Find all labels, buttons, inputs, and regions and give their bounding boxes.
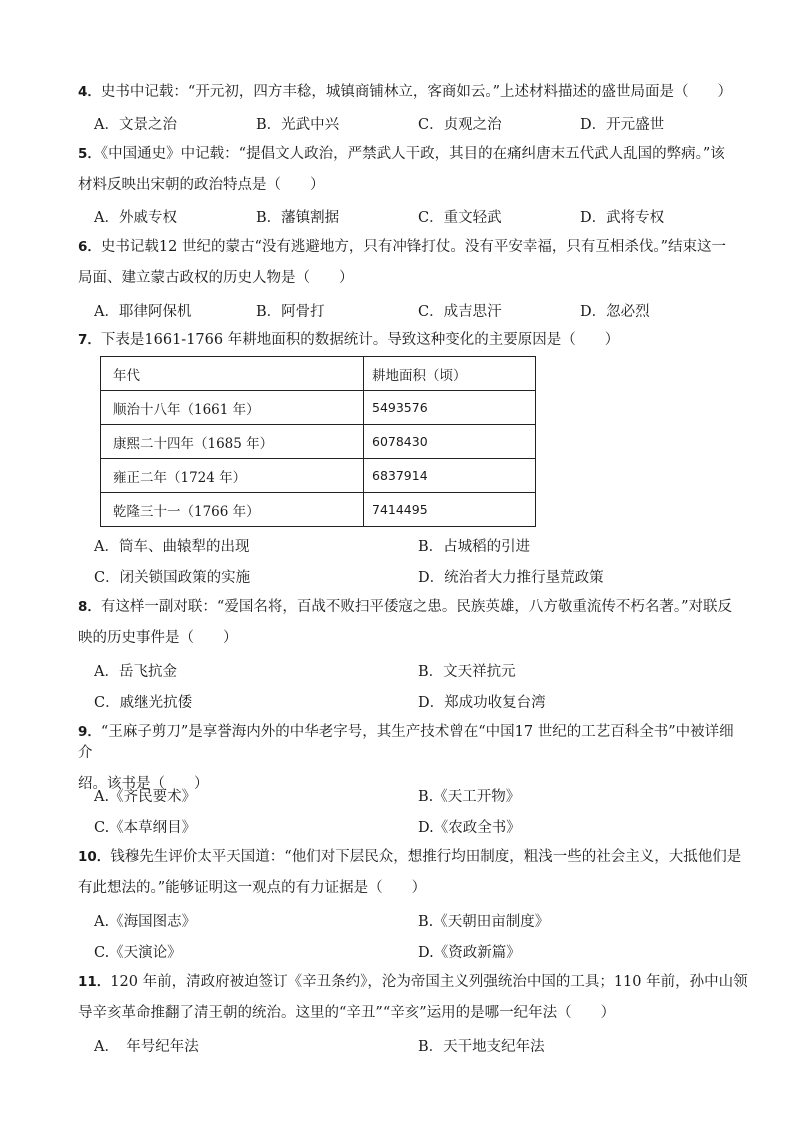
- option-a[interactable]: A． 年号纪年法: [94, 1039, 199, 1055]
- option-d[interactable]: D．开元盛世: [580, 117, 665, 133]
- question-8: [78, 597, 748, 649]
- question-8-options-row1: [94, 660, 754, 682]
- question-text-line2: 导辛亥革命推翻了清王朝的统治。这里的“辛丑”“辛亥”运用的是哪一纪年法（ ）: [78, 1005, 616, 1021]
- table-cell: 乾隆三十一（1766 年）: [101, 493, 364, 527]
- option-c[interactable]: C．成吉思汗: [418, 304, 502, 320]
- question-text-line2: 映的历史事件是（ ）: [78, 630, 238, 646]
- question-6-options: [94, 300, 754, 322]
- question-9-options-row1: [94, 785, 754, 807]
- table-cell: 雍正二年（1724 年）: [101, 459, 364, 493]
- question-7-options-row1: [94, 535, 754, 557]
- question-number: 8．: [78, 599, 101, 615]
- question-text-line2: 绍。该书是（ ）: [78, 776, 209, 792]
- question-7: [78, 330, 748, 351]
- question-number: 6．: [78, 239, 101, 255]
- option-d[interactable]: D．忽必烈: [580, 304, 650, 320]
- question-5: [78, 144, 748, 196]
- table-cell: 6837914: [364, 459, 536, 493]
- option-b[interactable]: B．藩镇割据: [256, 210, 340, 226]
- table-header-cell: 年代: [101, 357, 364, 391]
- option-b[interactable]: B.《天工开物》: [418, 789, 521, 805]
- question-8-options-row2: [94, 691, 754, 713]
- question-text-line1: “王麻子剪刀”是享誉海内外的中华老字号，其生产技术曾在“中国17 世纪的工艺百科全书”中被详细介: [78, 724, 734, 761]
- option-a[interactable]: A.《海国图志》: [94, 914, 197, 930]
- option-d[interactable]: D.《资政新篇》: [418, 945, 521, 961]
- option-a[interactable]: A．外戚专权: [94, 210, 177, 226]
- question-text-line1: 《中国通史》中记载：“提倡文人政治，严禁武人干政，其目的在痛纠唐末五代武人乱国的弊病。”该: [100, 146, 725, 162]
- question-text-line2: 材料反映出宋朝的政治特点是（ ）: [78, 177, 325, 193]
- farmland-table: [100, 356, 536, 527]
- option-d[interactable]: D．武将专权: [580, 210, 665, 226]
- question-4: [78, 82, 748, 103]
- question-6: [78, 237, 748, 289]
- question-number: 5．: [78, 146, 101, 162]
- option-c[interactable]: C.《天演论》: [94, 945, 182, 961]
- option-c[interactable]: C．戚继光抗倭: [94, 695, 193, 711]
- option-c[interactable]: C．闭关锁国政策的实施: [94, 570, 251, 586]
- option-a[interactable]: A．耶律阿保机: [94, 304, 192, 320]
- option-a[interactable]: A.《齐民要术》: [94, 789, 197, 805]
- question-7-options-row2: [94, 566, 754, 588]
- question-text-line2: 有此想法的。”能够证明这一观点的有力证据是（ ）: [78, 880, 427, 896]
- table-cell: 7414495: [364, 493, 536, 527]
- option-a[interactable]: A．文景之治: [94, 117, 177, 133]
- option-b[interactable]: B．占城稻的引进: [418, 539, 531, 555]
- table-row: [101, 459, 536, 493]
- option-a[interactable]: A．岳飞抗金: [94, 664, 177, 680]
- question-10-options-row2: [94, 941, 754, 963]
- option-c[interactable]: C．贞观之治: [418, 117, 502, 133]
- question-10-options-row1: [94, 910, 754, 932]
- question-text: 史书中记载：“开元初，四方丰稔，城镇商铺林立，客商如云。”上述材料描述的盛世局面是（ ）: [100, 84, 732, 100]
- question-11-options-row1: [94, 1035, 754, 1057]
- question-text-line1: 史书记载12 世纪的蒙古“没有逃避地方，只有冲锋打仗。没有平安幸福，只有互相杀伐。”结束这一: [100, 239, 727, 255]
- question-text-line1: 120 年前，清政府被迫签订《辛丑条约》，沦为帝国主义列强统治中国的工具；110 年前，孙中山领: [110, 974, 748, 990]
- question-11: [78, 972, 748, 1024]
- question-text-line1: 钱穆先生评价太平天国道：“他们对下层民众，想推行均田制度，粗浅一些的社会主义，大抵他们是: [110, 849, 742, 865]
- question-number: 9．: [78, 724, 101, 740]
- question-text-line1: 有这样一副对联：“爱国名将，百战不败扫平倭寇之患。民族英雄，八方敬重流传不朽名著。”对联反: [100, 599, 732, 615]
- option-d[interactable]: D.《农政全书》: [418, 820, 521, 836]
- table-cell: 6078430: [364, 425, 536, 459]
- option-b[interactable]: B．阿骨打: [256, 304, 325, 320]
- option-b[interactable]: B．天干地支纪年法: [418, 1039, 545, 1055]
- option-c[interactable]: C.《本草纲目》: [94, 820, 197, 836]
- question-9-options-row2: [94, 816, 754, 838]
- question-text: 下表是1661-1766 年耕地面积的数据统计。导致这种变化的主要原因是（ ）: [100, 332, 620, 348]
- question-number: 10．: [78, 849, 111, 865]
- option-b[interactable]: B.《天朝田亩制度》: [418, 914, 550, 930]
- table-row: [101, 425, 536, 459]
- question-number: 11．: [78, 974, 111, 990]
- table-row: [101, 493, 536, 527]
- option-b[interactable]: B．光武中兴: [256, 117, 340, 133]
- question-text-line2: 局面、建立蒙古政权的历史人物是（ ）: [78, 270, 354, 286]
- table-cell: 顺治十八年（1661 年）: [101, 391, 364, 425]
- table-cell: 5493576: [364, 391, 536, 425]
- table-row: [101, 391, 536, 425]
- table-cell: 康熙二十四年（1685 年）: [101, 425, 364, 459]
- question-4-options: [94, 113, 754, 135]
- question-number: 4．: [78, 84, 101, 100]
- question-number: 7．: [78, 332, 101, 348]
- option-c[interactable]: C．重文轻武: [418, 210, 502, 226]
- option-a[interactable]: A．筒车、曲辕犁的出现: [94, 539, 250, 555]
- question-5-options: [94, 206, 754, 228]
- option-d[interactable]: D．统治者大力推行垦荒政策: [418, 570, 604, 586]
- option-d[interactable]: D．郑成功收复台湾: [418, 695, 546, 711]
- table-header-row: [101, 357, 536, 391]
- question-10: [78, 847, 748, 899]
- option-b[interactable]: B．文天祥抗元: [418, 664, 516, 680]
- table-header-cell: 耕地面积（顷）: [364, 357, 536, 391]
